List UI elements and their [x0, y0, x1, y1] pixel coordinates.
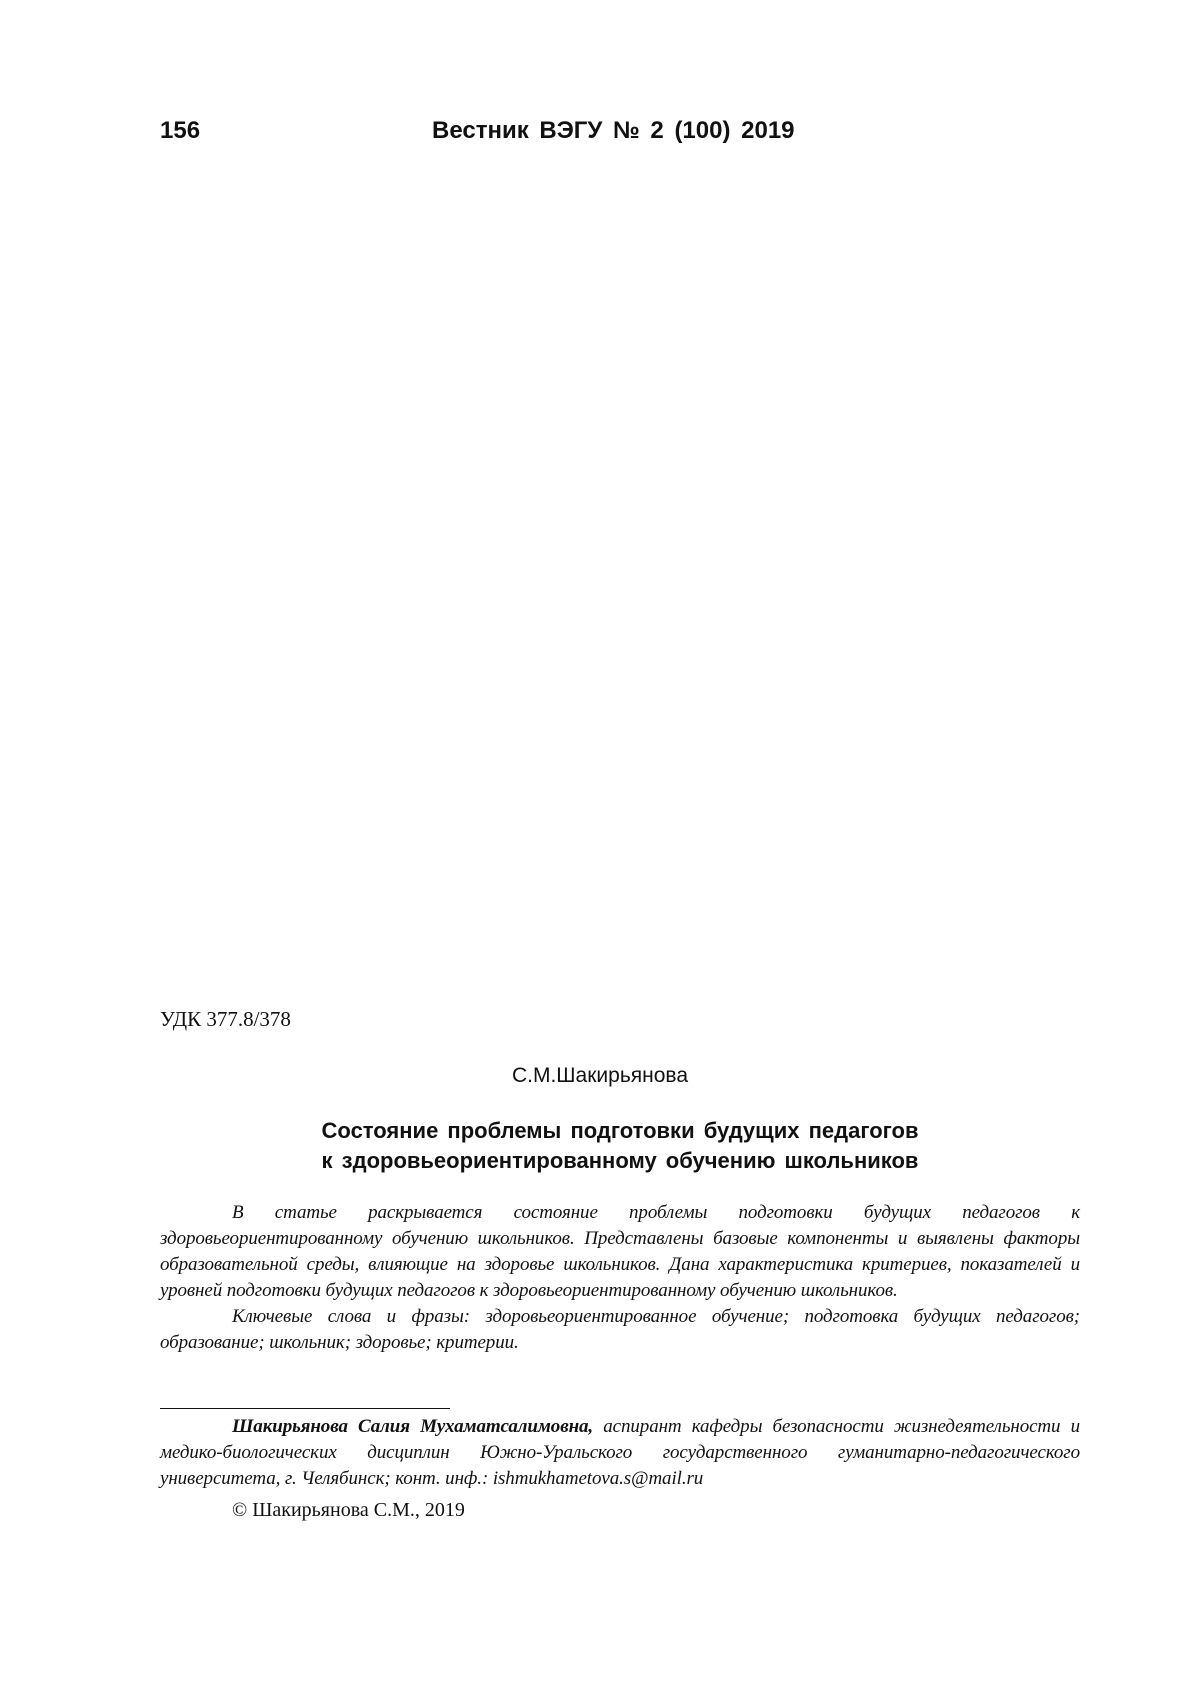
footnote-divider	[160, 1408, 450, 1409]
author-full-name: Шакирьянова Салия Мухаматсалимовна,	[232, 1416, 594, 1437]
article-author: С.М.Шакирьянова	[511, 1064, 689, 1087]
article-title-line-2: к здоровьеориентированному обучению школьников	[321, 1148, 919, 1173]
page-number: 156	[160, 117, 201, 144]
article-title	[160, 1116, 1080, 1176]
abstract	[160, 1200, 1080, 1356]
running-header	[160, 115, 810, 147]
keywords-text: Ключевые слова и фразы: здоровьеориентированное обучение; подготовка будущих педагогов; образование; школьник; здоровье; критерии.	[160, 1306, 1080, 1353]
article-title-line-1: Состояние проблемы подготовки будущих педагогов	[321, 1118, 919, 1143]
author-affiliation: аспирант кафедры безопасности жизнедеятельности и медико-биологических дисциплин Южно-Уральского государственного гуманитарно-педагогического университета, г. Челябинск; конт. инф.: ishmukhametova.s@mail.ru	[160, 1416, 1081, 1489]
journal-title: Вестник ВЭГУ № 2 (100) 2019	[432, 117, 795, 144]
copyright-notice: © Шакирьянова С.М., 2019	[232, 1499, 465, 1521]
author-footnote	[160, 1414, 1080, 1492]
abstract-text: В статье раскрывается состояние проблемы подготовки будущих педагогов к здоровьеориентированному обучению школьников. Представлены базовые компоненты и выявлены факторы образовательной среды, влияющие на здоровье школьников. Дана характеристика критериев, показателей и уровней подготовки будущих педагогов к здоровьеориентированному обучению школьников.	[160, 1202, 1080, 1301]
udc-code: УДК 377.8/378	[160, 1007, 291, 1031]
